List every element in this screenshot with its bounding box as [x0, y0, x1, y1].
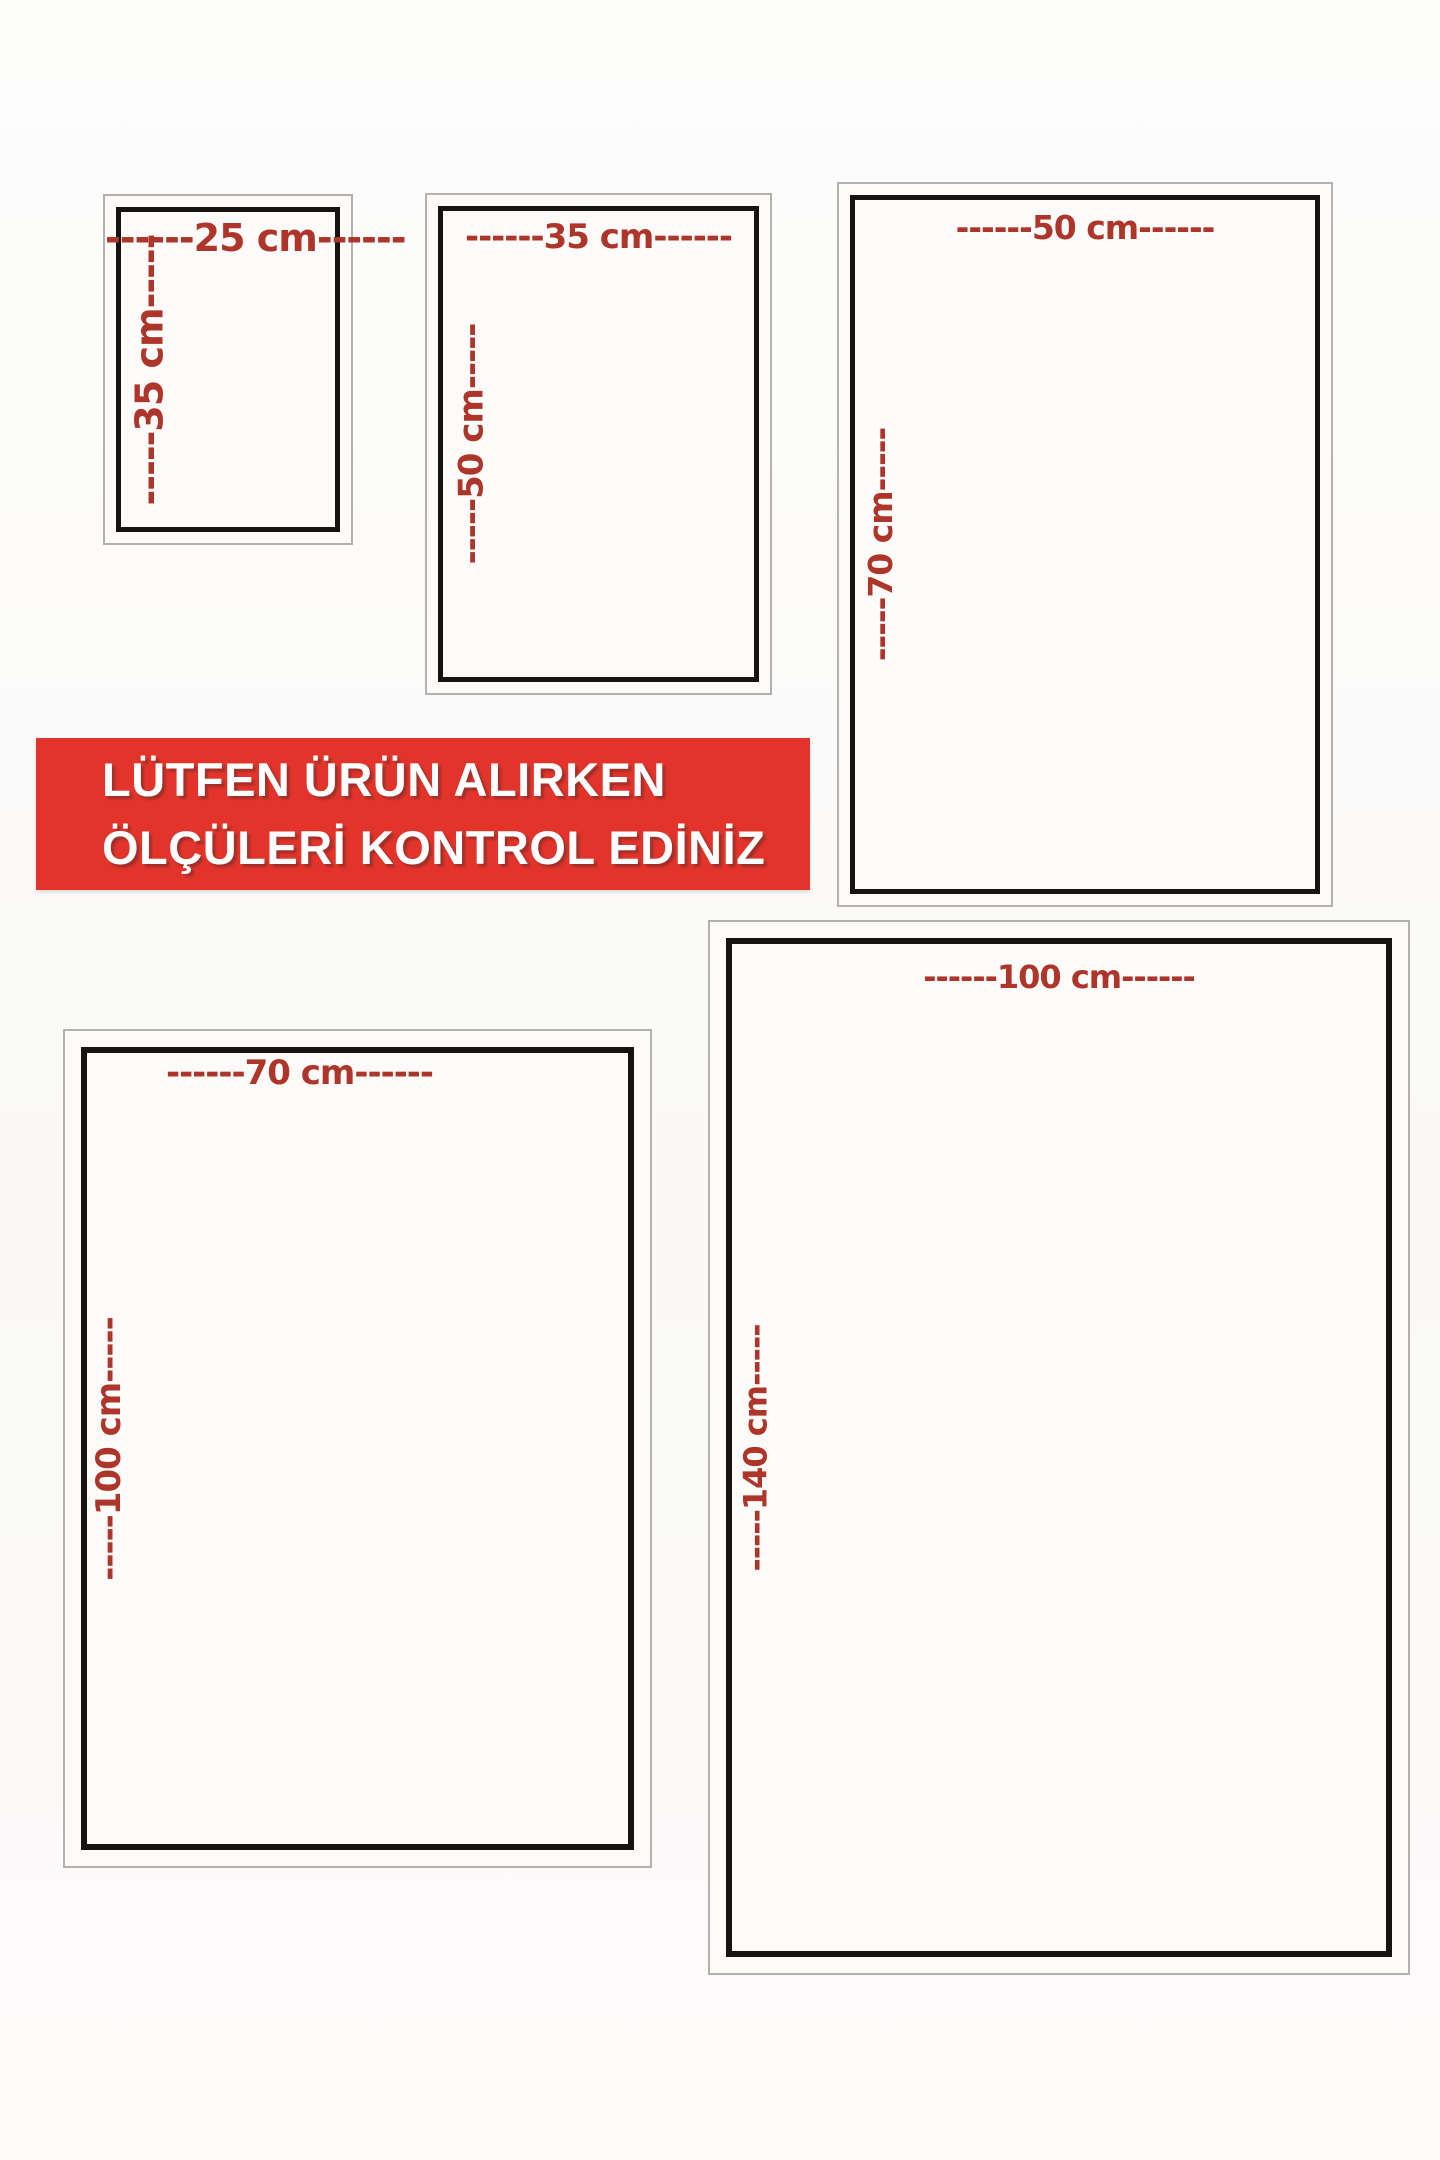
warning-banner-line-2: ÖLÇÜLERİ KONTROL EDİNİZ	[102, 821, 766, 874]
height-dimension-wrap	[726, 922, 786, 1973]
size-frame-100x140	[708, 920, 1410, 1975]
warning-banner-line-1: LÜTFEN ÜRÜN ALIRKEN	[102, 753, 666, 806]
frame-inner-border	[850, 195, 1320, 894]
height-dimension-label: -----70 cm-----	[861, 427, 901, 662]
width-dimension-label: ------100 cm------	[923, 958, 1195, 996]
frame-inner-border	[726, 938, 1392, 1957]
warning-banner	[36, 738, 810, 890]
height-dimension-wrap	[119, 196, 179, 543]
size-frame-70x100	[63, 1029, 652, 1868]
height-dimension-wrap	[851, 184, 911, 905]
height-dimension-wrap	[441, 195, 501, 693]
width-dimension-label: ------50 cm------	[955, 208, 1215, 247]
width-dimension-label: ------35 cm------	[464, 217, 733, 257]
height-dimension-label: -----140 cm-----	[737, 1323, 775, 1572]
height-dimension-wrap	[79, 1031, 139, 1866]
size-frame-35x50	[425, 193, 772, 695]
height-dimension-label: -----100 cm-----	[89, 1316, 130, 1581]
size-frame-25x35	[103, 194, 406, 545]
height-dimension-label: -----50 cm-----	[451, 323, 492, 565]
height-dimension-label: -----35 cm-----	[127, 234, 172, 505]
size-frame-50x70	[837, 182, 1333, 907]
width-dimension-label: ------70 cm------	[165, 1053, 434, 1093]
frame-inner-border	[81, 1047, 634, 1850]
width-dimension-label: ------25 cm------	[105, 216, 406, 260]
